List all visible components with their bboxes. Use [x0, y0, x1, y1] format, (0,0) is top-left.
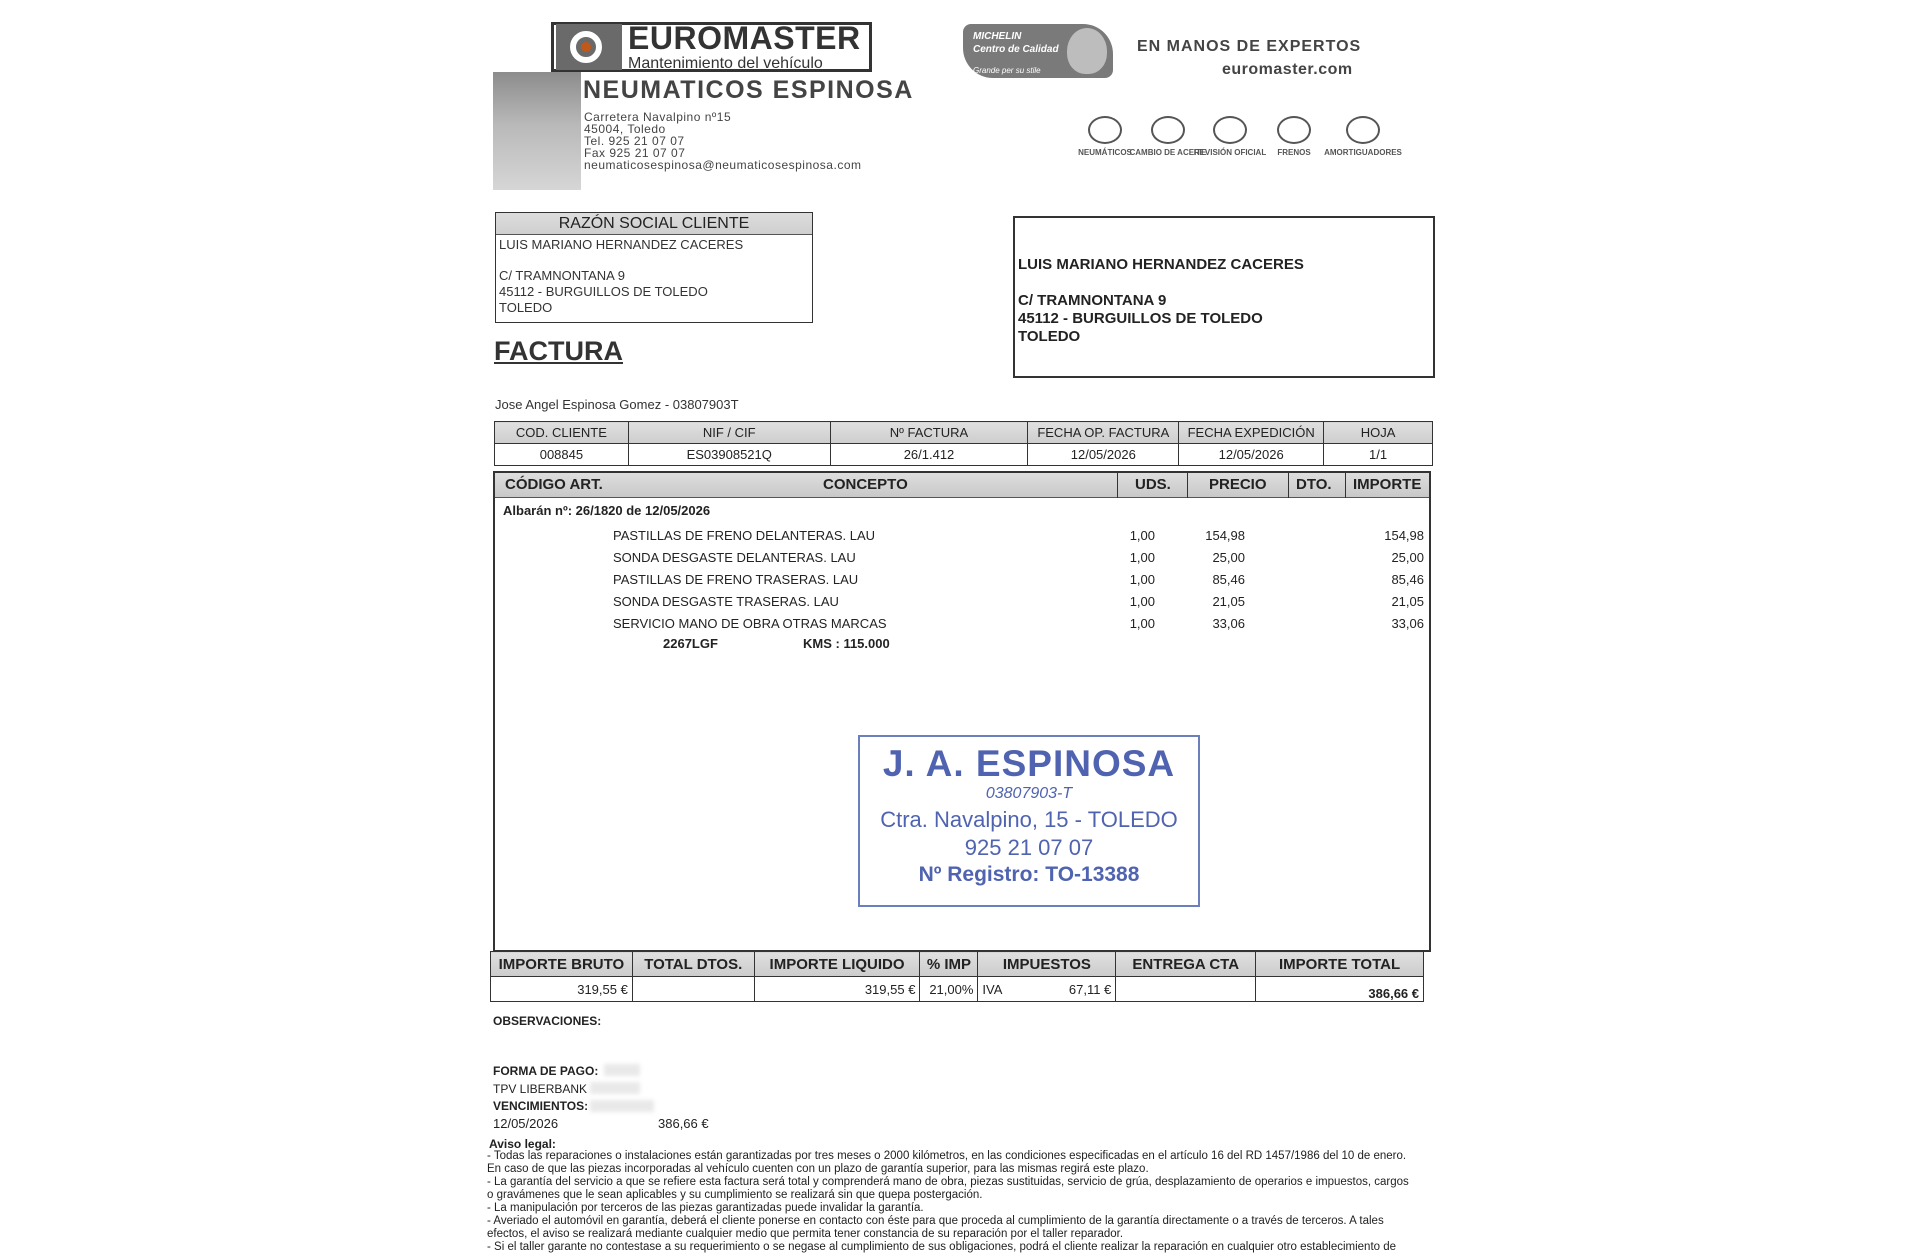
ship-name: LUIS MARIANO HERNANDEZ CACERES [1018, 256, 1304, 273]
col-code: CÓDIGO ART. [505, 476, 603, 493]
invoice-number: 26/1.412 [830, 444, 1028, 466]
address-line: Carretera Navalpino nº15 [584, 110, 732, 124]
legal-paragraph: - Todas las reparaciones o instalaciones están garantizadas por tres meses o 2000 kilómetros, en las condiciones especificadas en el artículo 16 del RD 1457/1986 del 10 de enero. En caso de que las piezas incorporadas al vehículo cuenten con un plazo de garantía superior, para las mismas regirá este plazo. [487, 1150, 1407, 1175]
logo-subtitle: Mantenimiento del vehículo [628, 55, 823, 72]
col-concept: CONCEPTO [823, 476, 908, 493]
line-item [495, 528, 1429, 548]
michelin-brand: MICHELIN [973, 31, 1022, 42]
down-payment [1116, 977, 1256, 1002]
issuer-line: Jose Angel Espinosa Gomez - 03807903T [495, 397, 739, 412]
operation-date: 12/05/2026 [1028, 444, 1179, 466]
item-description: SONDA DESGASTE DELANTERAS. LAU [613, 550, 856, 565]
stamp-nif: 03807903-T [985, 785, 1073, 802]
stamp-phone: 925 21 07 07 [964, 835, 1094, 860]
payment-method-label: FORMA DE PAGO: [493, 1064, 599, 1078]
item-units: 1,00 [1129, 572, 1155, 587]
company-stamp [858, 735, 1200, 907]
item-units: 1,00 [1129, 616, 1155, 631]
item-price: 154,98 [1205, 528, 1245, 543]
document-title: FACTURA [494, 336, 623, 366]
line-item [495, 550, 1429, 570]
meta-header: HOJA [1324, 422, 1433, 444]
item-amount: 33,06 [1391, 616, 1424, 631]
totals-header: IMPORTE LIQUIDO [754, 952, 920, 977]
totals-header: IMPUESTOS [978, 952, 1116, 977]
address-line: Tel. 925 21 07 07 [584, 134, 685, 148]
totals-header: IMPORTE BRUTO [491, 952, 633, 977]
client-name: LUIS MARIANO HERNANDEZ CACERES [499, 237, 744, 252]
totals-table [490, 951, 1424, 1002]
item-price: 33,06 [1212, 616, 1245, 631]
ship-city: 45112 - BURGUILLOS DE TOLEDO [1018, 310, 1263, 327]
item-units: 1,00 [1129, 550, 1155, 565]
address-line: 45004, Toledo [584, 122, 666, 136]
item-amount: 21,05 [1391, 594, 1424, 609]
nif-cif: ES03908521Q [628, 444, 830, 466]
tagline: EN MANOS DE EXPERTOS [1137, 38, 1362, 55]
col-uds: UDS. [1135, 476, 1171, 493]
totals-header-row [491, 952, 1424, 977]
item-price: 21,05 [1212, 594, 1245, 609]
item-description: SONDA DESGASTE TRASERAS. LAU [613, 594, 839, 609]
meta-header-row [495, 422, 1433, 444]
shop-address [584, 111, 862, 171]
line-item [495, 572, 1429, 592]
legal-paragraph: - Averiado el automóvil en garantía, deberá el cliente ponerse en contacto con éste para que proceda al cumplimiento de la garantía directamente o a través de terceros. A tales efectos, el aviso se realizará mediante cualquier medio que permita tener constancia de su reparación por el taller reparador. [487, 1215, 1384, 1240]
meta-header: Nº FACTURA [830, 422, 1028, 444]
envelope-icon [1213, 116, 1247, 144]
due-label: VENCIMIENTOS: [493, 1099, 589, 1113]
totals-header: ENTREGA CTA [1116, 952, 1256, 977]
ship-province: TOLEDO [1018, 328, 1081, 345]
item-description: PASTILLAS DE FRENO TRASERAS. LAU [613, 572, 859, 587]
col-dto: DTO. [1296, 476, 1332, 493]
shipping-address-box [1013, 216, 1435, 378]
stamp-registry: Nº Registro: TO-13388 [918, 863, 1140, 886]
redaction-smudge [590, 1082, 640, 1094]
shop-name: NEUMATICOS ESPINOSA [583, 76, 914, 104]
sheet-number: 1/1 [1324, 444, 1433, 466]
client-street: C/ TRAMNONTANA 9 [499, 268, 625, 283]
client-province: TOLEDO [499, 300, 553, 315]
item-units: 1,00 [1129, 594, 1155, 609]
meta-header: FECHA EXPEDICIÓN [1179, 422, 1324, 444]
service-shocks: AMORTIGUADORES [1313, 116, 1413, 157]
website: euromaster.com [1222, 61, 1353, 78]
line-item [495, 594, 1429, 614]
total-amount: 386,66 € [1256, 977, 1424, 1002]
redaction-smudge [604, 1064, 640, 1076]
invoice-meta-table [494, 421, 1433, 466]
gross-amount: 319,55 € [491, 977, 633, 1002]
tyre-icon [1088, 116, 1122, 144]
stamp-address: Ctra. Navalpino, 15 - TOLEDO [880, 807, 1178, 832]
tax-amount: 67,11 € [1068, 981, 1112, 997]
address-line: neumaticosespinosa@neumaticosespinosa.com [584, 158, 862, 172]
ship-street: C/ TRAMNONTANA 9 [1018, 292, 1167, 309]
totals-header: IMPORTE TOTAL [1256, 952, 1424, 977]
tax-name: IVA [982, 981, 1003, 997]
meta-header: NIF / CIF [628, 422, 830, 444]
michelin-small: Grande per su stile [973, 66, 1041, 75]
item-price: 85,46 [1212, 572, 1245, 587]
euromaster-emblem-icon [556, 24, 622, 70]
totals-header: % IMP [920, 952, 978, 977]
michelin-quality-badge [963, 24, 1113, 78]
lines-header [495, 473, 1429, 498]
service-inspection: REVISIÓN OFICIAL [1180, 116, 1280, 157]
stamp-name: J. A. ESPINOSA [882, 743, 1176, 784]
shock-absorber-icon [1346, 116, 1380, 144]
item-amount: 85,46 [1391, 572, 1424, 587]
meta-value-row [495, 444, 1433, 466]
issue-date: 12/05/2026 [1179, 444, 1324, 466]
address-line: Fax 925 21 07 07 [584, 146, 686, 160]
payment-method-value: TPV LIBERBANK [493, 1082, 588, 1096]
service-oil: CAMBIO DE ACEITE [1118, 116, 1218, 157]
logo-title: EUROMASTER [628, 20, 861, 56]
client-box-title: RAZÓN SOCIAL CLIENTE [496, 213, 812, 235]
redaction-smudge [590, 1100, 654, 1112]
legal-notice [487, 1150, 1417, 1260]
observations-label: OBSERVACIONES: [493, 1014, 602, 1028]
net-amount: 319,55 € [754, 977, 920, 1002]
meta-header: FECHA OP. FACTURA [1028, 422, 1179, 444]
michelin-center: Centro de Calidad [973, 44, 1059, 55]
due-amount: 386,66 € [658, 1116, 709, 1131]
tax-cell [978, 977, 1116, 1002]
total-discounts [632, 977, 754, 1002]
client-box [495, 212, 813, 323]
service-tyres: NEUMÁTICOS [1055, 116, 1155, 157]
service-brakes: FRENOS [1244, 116, 1344, 157]
client-code: 008845 [495, 444, 629, 466]
scan-shadow [493, 72, 581, 190]
meta-header: COD. CLIENTE [495, 422, 629, 444]
item-units: 1,00 [1129, 528, 1155, 543]
col-amount: IMPORTE [1353, 476, 1422, 493]
vehicle-kms: KMS : 115.000 [803, 636, 890, 651]
due-date: 12/05/2026 [493, 1116, 559, 1131]
tax-percent: 21,00% [920, 977, 978, 1002]
euromaster-logo [551, 22, 872, 72]
michelin-man-icon [1067, 28, 1107, 74]
item-amount: 25,00 [1391, 550, 1424, 565]
legal-paragraph: - Si el taller garante no contestase a su requerimiento o se negase al cumplimiento de sus obligaciones, podrá el cliente realizar la reparación en cualquier otro establecimiento de [487, 1241, 1397, 1253]
legal-paragraph: - La garantía del servicio a que se refiere esta factura será total y comprenderá mano de obra, piezas sustituidas, servicio de grúa, desplazamiento de operarios e impuestos, cargos o gravámenes que le sean aplicables y su cumplimiento se realizará sin que quepa postergación. [487, 1176, 1409, 1201]
totals-value-row [491, 977, 1424, 1002]
item-amount: 154,98 [1384, 528, 1424, 543]
client-city: 45112 - BURGUILLOS DE TOLEDO [499, 284, 708, 299]
line-item [495, 616, 1429, 636]
item-description: SERVICIO MANO DE OBRA OTRAS MARCAS [613, 616, 887, 631]
item-price: 25,00 [1212, 550, 1245, 565]
vehicle-plate: 2267LGF [663, 636, 718, 651]
legal-paragraph: - La manipulación por terceros de las piezas garantizadas puede invalidar la garantía. [487, 1202, 924, 1214]
brake-icon [1277, 116, 1311, 144]
col-price: PRECIO [1209, 476, 1267, 493]
legal-notice-title: Aviso legal: [489, 1137, 556, 1151]
delivery-note: Albarán nº: 26/1820 de 12/05/2026 [503, 503, 711, 518]
totals-header: TOTAL DTOS. [632, 952, 754, 977]
item-description: PASTILLAS DE FRENO DELANTERAS. LAU [613, 528, 875, 543]
